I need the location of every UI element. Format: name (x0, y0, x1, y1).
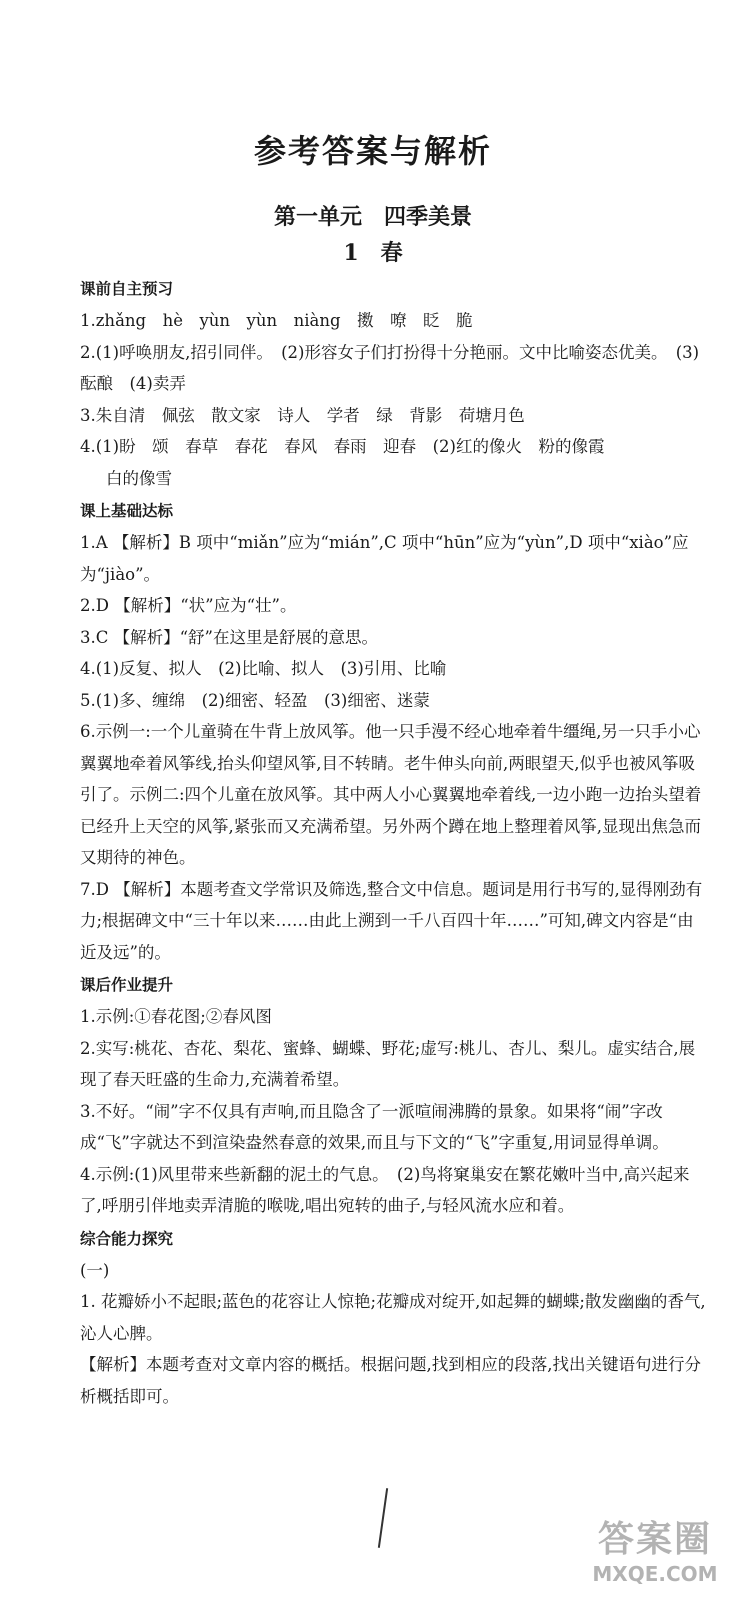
section-heading-homework: 课后作业提升 (80, 976, 174, 994)
ability-subheading: (一) (80, 1260, 110, 1280)
section-heading-ability: 综合能力探究 (80, 1229, 174, 1248)
unit-title: 第一单元 四季美景 (273, 204, 472, 230)
preview-item-2: 2.(1)呼唤朋友,招引同伴。 (2)形容女子们打扮得十分艳丽。文中比喻姿态优美。 (3)酝酿 (4)卖弄 (80, 342, 700, 393)
basic-item-6: 6.示例一:一个儿童骑在牛背上放风筝。他一只手漫不经心地牵着牛缰绳,另一只手小心翼翼地牵着风筝线,抬头仰望风筝,目不转睛。老牛伸头向前,两眼望天,似乎也被风筝吸引了。示例二:四个儿童在放风筝。其中两人小心翼翼地牵着线,一边小跑一边抬头望着已经升上天空的风筝,紧张而又充满希望。另外两个蹲在地上整理着风筝,显现出焦急而又期待的神色。 (80, 722, 702, 867)
basic-item-3: 3.C 【解析】“舒”在这里是舒展的意思。 (80, 627, 378, 647)
page-title: 参考答案与解析 (253, 132, 492, 170)
basic-item-4: 4.(1)反复、拟人 (2)比喻、拟人 (3)引用、比喻 (80, 659, 447, 678)
watermark-logo: 答案圈 (597, 1519, 712, 1560)
basic-item-2: 2.D 【解析】“状”应为“壮”。 (80, 596, 297, 615)
answer-content (80, 272, 710, 1412)
section-heading-preview: 课前自主预习 (80, 280, 174, 298)
preview-item-4: 4.(1)盼 颂 春草 春花 春风 春雨 迎春 (2)红的像火 粉的像霞 (80, 437, 605, 456)
site-watermark (570, 1518, 740, 1596)
ability-analysis: 【解析】本题考查对文章内容的概括。根据问题,找到相应的段落,找出关键语句进行分析概括即可。 (80, 1355, 701, 1406)
lesson-title: 1 春 (343, 240, 403, 266)
watermark-url: MXQE.COM (592, 1562, 718, 1586)
preview-item-1: 1.zhǎng hè yùn yùn niàng 擞 嘹 眨 脆 (80, 311, 473, 330)
basic-item-5: 5.(1)多、缠绵 (2)细密、轻盈 (3)细密、迷蒙 (80, 690, 430, 710)
basic-item-1: 1.A 【解析】B 项中“miǎn”应为“mián”,C 项中“hūn”应为“yùn”,D 项中“xiào”应为“jiào”。 (80, 533, 689, 584)
ability-item-1: 1. 花瓣娇小不起眼;蓝色的花容让人惊艳;花瓣成对绽开,如起舞的蝴蝶;散发幽幽的香气,沁人心脾。 (80, 1292, 706, 1343)
preview-item-3: 3.朱自清 佩弦 散文家 诗人 学者 绿 背影 荷塘月色 (80, 405, 525, 425)
pen-mark (378, 1488, 388, 1548)
homework-item-2: 2.实写:桃花、杏花、梨花、蜜蜂、蝴蝶、野花;虚写:桃儿、杏儿、梨儿。虚实结合,展现了春天旺盛的生命力,充满着希望。 (80, 1038, 696, 1089)
basic-item-7: 7.D 【解析】本题考查文学常识及筛选,整合文中信息。题词是用行书写的,显得刚劲有力;根据碑文中“三十年以来……由此上溯到一千八百四十年……”可知,碑文内容是“由近及远”的。 (80, 879, 703, 962)
homework-item-4: 4.示例:(1)风里带来些新翻的泥土的气息。 (2)鸟将窠巢安在繁花嫩叶当中,高兴起来了,呼朋引伴地卖弄清脆的喉咙,唱出宛转的曲子,与轻风流水应和着。 (80, 1164, 690, 1215)
section-heading-basic: 课上基础达标 (80, 502, 174, 520)
homework-item-3: 3.不好。“闹”字不仅具有声响,而且隐含了一派喧闹沸腾的景象。如果将“闹”字改成“飞”字就达不到渲染盎然春意的效果,而且与下文的“飞”字重复,用词显得单调。 (80, 1101, 669, 1152)
preview-item-4-continued: 白的像雪 (106, 468, 172, 488)
homework-item-1: 1.示例:①春花图;②春风图 (80, 1007, 272, 1026)
